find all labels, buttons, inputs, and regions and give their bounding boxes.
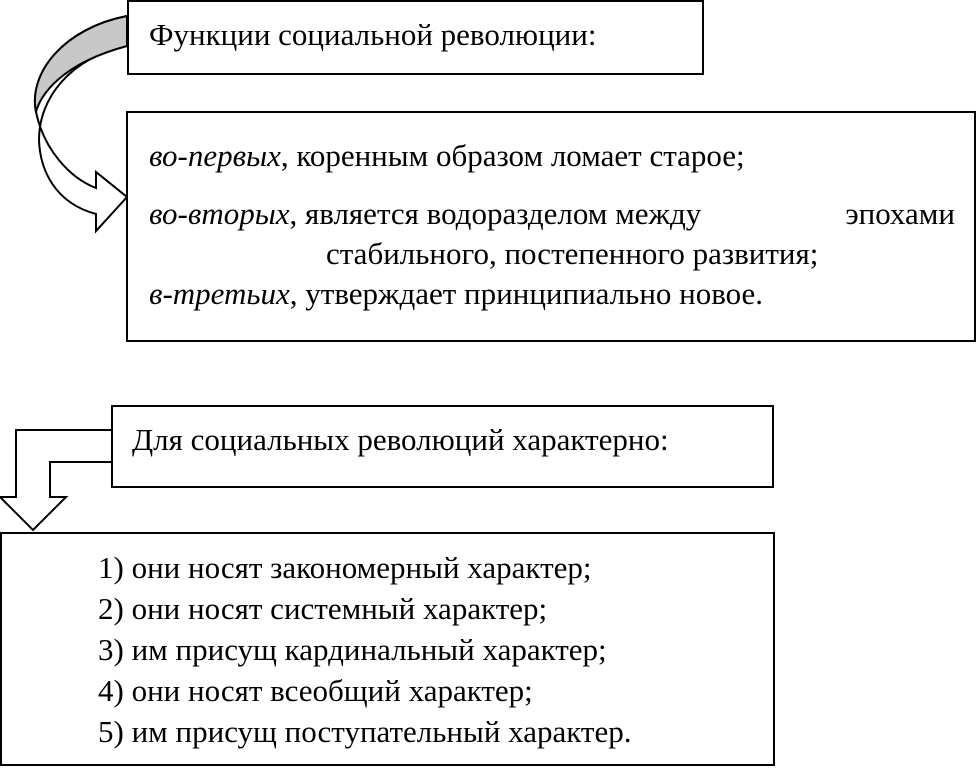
elbow-arrow-icon (0, 430, 111, 530)
characteristics-list-box (0, 532, 775, 766)
characteristic-item-3: 3) им присущ кардинальный характер; (98, 632, 607, 667)
functions-list-box (126, 111, 976, 342)
function-item-2: во-вторых, является водоразделом между эпохами (149, 196, 955, 231)
characteristic-item-5: 5) им присущ поступательный характер. (98, 714, 632, 749)
characteristic-item-1: 1) они носят закономерный характер; (98, 550, 592, 585)
characteristic-item-4: 4) они носят всеобщий характер; (98, 673, 533, 708)
function-item-2-continuation: стабильного, постепенного развития; (326, 236, 819, 271)
function-item-3: в-третьих, утверждает принципиально новое. (149, 276, 764, 311)
characteristics-title-box (111, 405, 774, 488)
function-item-1: во-первых, коренным образом ломает старое; (149, 138, 745, 173)
characteristic-item-2: 2) они носят системный характер; (98, 591, 548, 626)
characteristics-title: Для социальных революций характерно: (132, 422, 669, 457)
functions-title-box (127, 0, 704, 75)
functions-title: Функции социальной революции: (149, 17, 597, 52)
